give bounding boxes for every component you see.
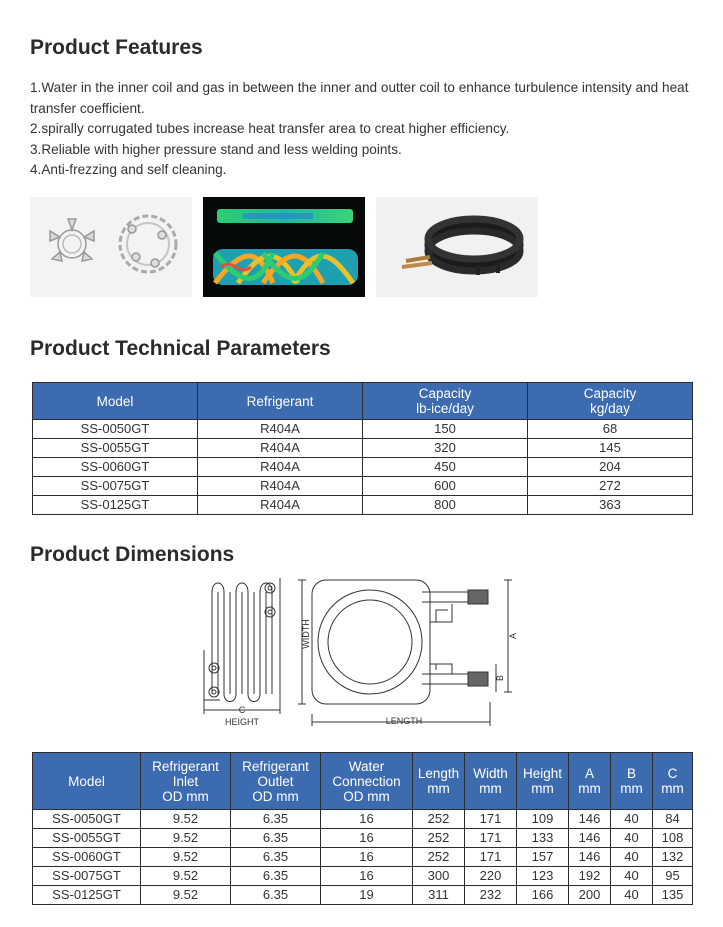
table-row bbox=[33, 810, 693, 829]
table-cell: SS-0060GT bbox=[33, 848, 141, 867]
table-cell: 40 bbox=[611, 867, 653, 886]
column-header: Width mm bbox=[465, 753, 517, 810]
column-header: Length mm bbox=[413, 753, 465, 810]
table-cell: 157 bbox=[517, 848, 569, 867]
table-cell: R404A bbox=[198, 420, 363, 439]
table-cell: 6.35 bbox=[231, 829, 321, 848]
table-cell: SS-0060GT bbox=[33, 458, 198, 477]
table-cell: R404A bbox=[198, 439, 363, 458]
table-cell: 6.35 bbox=[231, 810, 321, 829]
dimensions-table bbox=[32, 752, 693, 905]
thermal-simulation-image bbox=[203, 197, 365, 297]
table-cell: 300 bbox=[413, 867, 465, 886]
table-cell: R404A bbox=[198, 458, 363, 477]
table-cell: 800 bbox=[363, 496, 528, 515]
table-cell: 40 bbox=[611, 810, 653, 829]
table-cell: SS-0075GT bbox=[33, 867, 141, 886]
feature-item: 3.Reliable with higher pressure stand and less welding points. bbox=[30, 141, 402, 157]
table-cell: 108 bbox=[653, 829, 693, 848]
table-cell: 363 bbox=[528, 496, 693, 515]
table-cell: 19 bbox=[321, 886, 413, 905]
table-cell: 6.35 bbox=[231, 886, 321, 905]
parameters-heading: Product Technical Parameters bbox=[30, 337, 331, 360]
table-row bbox=[33, 458, 693, 477]
table-cell: 232 bbox=[465, 886, 517, 905]
column-header: Capacity kg/day bbox=[528, 383, 693, 420]
features-heading: Product Features bbox=[30, 36, 203, 59]
table-cell: 146 bbox=[569, 810, 611, 829]
table-row bbox=[33, 439, 693, 458]
feature-item: 2.spirally corrugated tubes increase heat transfer area to creat higher efficiency. bbox=[30, 121, 510, 136]
column-header: C mm bbox=[653, 753, 693, 810]
table-cell: 40 bbox=[611, 848, 653, 867]
table-cell: SS-0055GT bbox=[33, 439, 198, 458]
table-cell: 16 bbox=[321, 867, 413, 886]
table-cell: SS-0125GT bbox=[33, 496, 198, 515]
table-cell: 171 bbox=[465, 829, 517, 848]
table-cell: SS-0055GT bbox=[33, 829, 141, 848]
feature-item: 1.Water in the inner coil and gas in between the inner and outter coil to enhance turbulence intensity and heat transfer coefficient. bbox=[30, 80, 689, 116]
width-label: WIDTH bbox=[301, 619, 311, 649]
table-cell: R404A bbox=[198, 496, 363, 515]
table-cell: SS-0050GT bbox=[33, 810, 141, 829]
table-cell: SS-0125GT bbox=[33, 886, 141, 905]
table-cell: 145 bbox=[528, 439, 693, 458]
table-row bbox=[33, 496, 693, 515]
features-list bbox=[30, 78, 700, 181]
column-header: Model bbox=[33, 383, 198, 420]
table-cell: 68 bbox=[528, 420, 693, 439]
table-cell: 6.35 bbox=[231, 848, 321, 867]
column-header: Refrigerant bbox=[198, 383, 363, 420]
dimension-diagram bbox=[190, 572, 530, 730]
table-cell: 320 bbox=[363, 439, 528, 458]
table-cell: 146 bbox=[569, 829, 611, 848]
table-cell: R404A bbox=[198, 477, 363, 496]
table-cell: 40 bbox=[611, 829, 653, 848]
table-row bbox=[33, 477, 693, 496]
table-cell: 9.52 bbox=[141, 810, 231, 829]
column-header: Refrigerant Inlet OD mm bbox=[141, 753, 231, 810]
column-header: Height mm bbox=[517, 753, 569, 810]
height-label: HEIGHT bbox=[224, 717, 260, 727]
table-row bbox=[33, 829, 693, 848]
table-cell: 252 bbox=[413, 848, 465, 867]
a-label: A bbox=[508, 632, 518, 640]
table-row bbox=[33, 420, 693, 439]
table-header-row bbox=[33, 383, 693, 420]
table-row bbox=[33, 886, 693, 905]
column-header: Refrigerant Outlet OD mm bbox=[231, 753, 321, 810]
table-cell: 166 bbox=[517, 886, 569, 905]
table-cell: 220 bbox=[465, 867, 517, 886]
table-cell: 204 bbox=[528, 458, 693, 477]
table-cell: SS-0050GT bbox=[33, 420, 198, 439]
table-cell: 40 bbox=[611, 886, 653, 905]
column-header: Model bbox=[33, 753, 141, 810]
parameters-table bbox=[32, 382, 693, 515]
table-cell: 133 bbox=[517, 829, 569, 848]
table-cell: 123 bbox=[517, 867, 569, 886]
table-header-row bbox=[33, 753, 693, 810]
table-cell: 16 bbox=[321, 810, 413, 829]
table-cell: 252 bbox=[413, 810, 465, 829]
column-header: Capacity lb-ice/day bbox=[363, 383, 528, 420]
table-cell: 6.35 bbox=[231, 867, 321, 886]
length-label: LENGTH bbox=[385, 716, 423, 726]
coil-product-image bbox=[376, 197, 538, 297]
table-cell: 135 bbox=[653, 886, 693, 905]
column-header: Water Connection OD mm bbox=[321, 753, 413, 810]
table-cell: 171 bbox=[465, 848, 517, 867]
table-cell: 84 bbox=[653, 810, 693, 829]
table-cell: 146 bbox=[569, 848, 611, 867]
table-row bbox=[33, 867, 693, 886]
b-label: B bbox=[495, 674, 505, 682]
table-cell: SS-0075GT bbox=[33, 477, 198, 496]
table-cell: 150 bbox=[363, 420, 528, 439]
table-cell: 171 bbox=[465, 810, 517, 829]
table-cell: 9.52 bbox=[141, 886, 231, 905]
table-cell: 132 bbox=[653, 848, 693, 867]
table-cell: 272 bbox=[528, 477, 693, 496]
column-header: B mm bbox=[611, 753, 653, 810]
c-label: C bbox=[238, 705, 246, 715]
table-cell: 95 bbox=[653, 867, 693, 886]
table-cell: 9.52 bbox=[141, 867, 231, 886]
table-cell: 311 bbox=[413, 886, 465, 905]
table-cell: 200 bbox=[569, 886, 611, 905]
table-cell: 109 bbox=[517, 810, 569, 829]
table-cell: 9.52 bbox=[141, 848, 231, 867]
column-header: A mm bbox=[569, 753, 611, 810]
tube-cross-section-image bbox=[30, 197, 192, 297]
dimensions-heading: Product Dimensions bbox=[30, 543, 235, 566]
feature-item: 4.Anti-frezzing and self cleaning. bbox=[30, 162, 227, 177]
table-cell: 16 bbox=[321, 848, 413, 867]
table-cell: 192 bbox=[569, 867, 611, 886]
table-cell: 450 bbox=[363, 458, 528, 477]
table-cell: 9.52 bbox=[141, 829, 231, 848]
table-cell: 600 bbox=[363, 477, 528, 496]
table-cell: 16 bbox=[321, 829, 413, 848]
table-cell: 252 bbox=[413, 829, 465, 848]
table-row bbox=[33, 848, 693, 867]
